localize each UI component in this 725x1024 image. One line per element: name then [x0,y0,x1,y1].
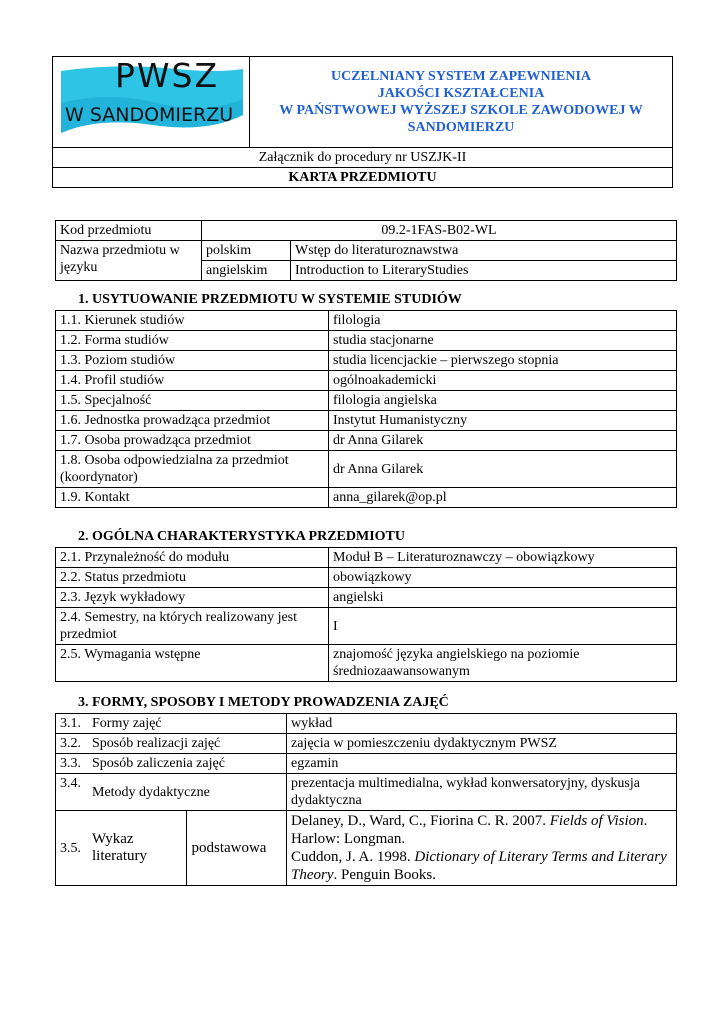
reference-2: Cuddon, J. A. 1998. Dictionary of Literary Terms and Literary Theory. Penguin Books. [291,849,667,883]
row-label: 1.2. Forma studiów [56,331,329,351]
code-value: 09.2-1FAS-B02-WL [202,221,677,241]
logo-cell [53,57,250,148]
section2-table [55,547,677,682]
row-label: Metody dydaktyczne [88,774,287,811]
annex-label: Załącznik do procedury nr USZJK-II [53,148,673,168]
row-value: Moduł B – Literaturoznawczy – obowiązkowy [329,548,677,568]
title-line-3: W PAŃSTWOWEJ WYŻSZEJ SZKOLE ZAWODOWEJ W [279,103,643,118]
row-value: ogólnoakademicki [329,371,677,391]
name-pl: Wstęp do literaturoznawstwa [291,241,677,261]
row-label: 1.1. Kierunek studiów [56,311,329,331]
name-en: Introduction to LiteraryStudies [291,261,677,281]
row-label: 1.3. Poziom studiów [56,351,329,371]
card-title: KARTA PRZEDMIOTU [53,168,673,188]
row-label: 1.9. Kontakt [56,488,329,508]
section2-title: 2. OGÓLNA CHARAKTERYSTYKA PRZEDMIOTU [78,529,405,544]
row-label: Sposób zaliczenia zajęć [88,754,287,774]
row-label: 2.4. Semestry, na których realizowany jest przedmiot [56,608,329,645]
row-num: 3.1. [56,714,89,734]
institution-title [250,57,673,148]
row-label: 2.5. Wymagania wstępne [56,645,329,682]
row-label: 1.6. Jednostka prowadząca przedmiot [56,411,329,431]
row-value: dr Anna Gilarek [329,451,677,488]
row-value: znajomość języka angielskiego na poziomie średniozaawansowanym [329,645,677,682]
row-num: 3.3. [56,754,89,774]
row-label: 1.5. Specjalność [56,391,329,411]
header-table [52,56,673,188]
title-line-4: SANDOMIERZU [407,120,515,135]
row-value: prezentacja multimedialna, wykład konwersatoryjny, dyskusja dydaktyczna [287,774,677,811]
row-value: Instytut Humanistyczny [329,411,677,431]
section1-title: 1. USYTUOWANIE PRZEDMIOTU W SYSTEMIE STUDIÓW [78,292,462,307]
row-value: zajęcia w pomieszczeniu dydaktycznym PWSZ [287,734,677,754]
section3-table [55,713,677,886]
reference-1: Delaney, D., Ward, C., Fiorina C. R. 2007. Fields of Vision. Harlow: Longman. [291,813,648,847]
course-table [55,220,677,281]
row-label: Sposób realizacji zajęć [88,734,287,754]
name-label: Nazwa przedmiotu w języku [56,241,202,281]
row-num: 3.2. [56,734,89,754]
code-label: Kod przedmiotu [56,221,202,241]
section3-title: 3. FORMY, SPOSOBY I METODY PROWADZENIA ZAJĘĆ [78,695,449,710]
contact-email[interactable]: anna_gilarek@op.pl [329,488,677,508]
lit-references [287,811,677,886]
row-label: 2.3. Język wykładowy [56,588,329,608]
row-value: obowiązkowy [329,568,677,588]
row-value: studia stacjonarne [329,331,677,351]
logo-text-line2: W SANDOMIERZU [65,104,234,126]
lit-type: podstawowa [187,811,287,886]
row-label: 1.4. Profil studiów [56,371,329,391]
row-label: 1.7. Osoba prowadząca przedmiot [56,431,329,451]
row-label: Formy zajęć [88,714,287,734]
section1-table [55,310,677,508]
row-value: egzamin [287,754,677,774]
row-value: dr Anna Gilarek [329,431,677,451]
pwsz-logo [57,56,245,141]
title-line-2: JAKOŚCI KSZTAŁCENIA [377,86,545,101]
logo-text-line1: PWSZ [115,56,220,95]
row-value: angielski [329,588,677,608]
title-line-1: UCZELNIANY SYSTEM ZAPEWNIENIA [330,69,592,84]
row-value: wykład [287,714,677,734]
lang-en: angielskim [202,261,291,281]
row-value: I [329,608,677,645]
lit-num: 3.5. [56,811,89,886]
row-value: filologia angielska [329,391,677,411]
row-label: 2.2. Status przedmiotu [56,568,329,588]
row-value: filologia [329,311,677,331]
row-label: 1.8. Osoba odpowiedzialna za przedmiot (koordynator) [56,451,329,488]
row-num: 3.4. [56,774,89,811]
row-label: 2.1. Przynależność do modułu [56,548,329,568]
lang-pl: polskim [202,241,291,261]
lit-label: Wykaz literatury [88,811,187,886]
row-value: studia licencjackie – pierwszego stopnia [329,351,677,371]
